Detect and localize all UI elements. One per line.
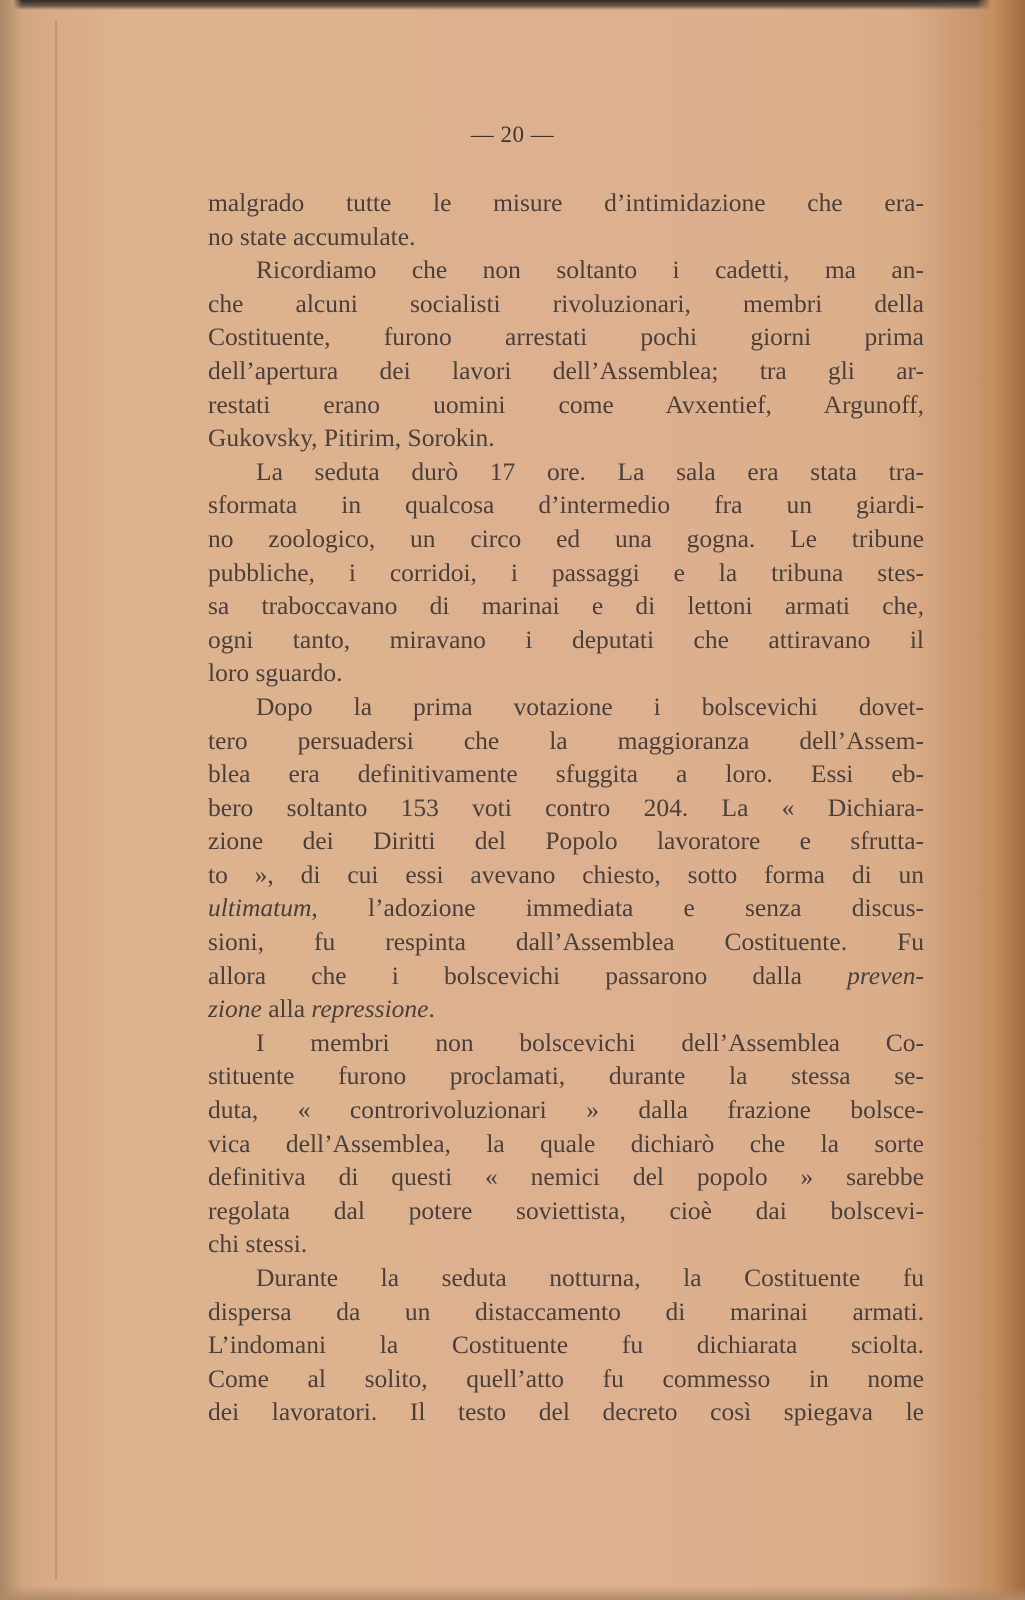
text-line [208,724,924,758]
text-run: allora che i bolscevichi passarono dalla [208,960,848,990]
text-run: stituente furono proclamati, durante la stessa se- [208,1061,924,1091]
text-run: no zoologico, un circo ed una gogna. Le tribune [208,523,924,553]
text-run: vica dell’Assemblea, la quale dichiarò che la sorte [208,1128,924,1158]
text-line [208,488,924,522]
text-run: sa traboccavano di marinai e di lettoni armati che, [208,591,924,621]
text-line [208,858,924,892]
text-line [208,589,924,623]
text-line [208,1295,924,1329]
text-line [208,925,924,959]
text-run: ogni tanto, miravano i deputati che attiravano il [208,624,924,654]
text-line [208,1026,924,1060]
italic-run: zione [208,994,262,1024]
text-run: I membri non bolscevichi dell’Assemblea Co- [256,1027,924,1057]
text-run: Come al solito, quell’atto fu commesso in nome [208,1363,924,1393]
text-run: che alcuni socialisti rivoluzionari, membri della [208,288,924,318]
text-run: L’indomani la Costituente fu dichiarata sciolta. [208,1330,924,1360]
text-line [208,1093,924,1127]
text-run: bero soltanto 153 voti contro 204. La « Dichiara- [208,792,924,822]
text-run: definitiva di questi « nemici del popolo » sarebbe [208,1162,924,1192]
text-line [208,791,924,825]
text-run: chi stessi. [208,1229,308,1259]
text-line [208,186,924,220]
text-run: pubbliche, i corridoi, i passaggi e la tribuna stes- [208,557,924,587]
text-run: loro sguardo. [208,658,343,688]
text-line [208,1059,924,1093]
text-line [208,959,924,993]
italic-run: ultimatum [208,893,312,923]
text-line [208,1127,924,1161]
text-run: alla [261,994,312,1024]
text-line [208,287,924,321]
text-line [208,522,924,556]
text-run: dell’apertura dei lavori dell’Assemblea; tra gli ar- [208,355,924,385]
text-line [208,220,924,254]
text-run: no state accumulate. [208,221,416,251]
text-line [208,1194,924,1228]
text-run: to », di cui essi avevano chiesto, sotto forma di un [208,859,924,889]
text-run: dei lavoratori. Il testo del decreto così spiegava le [208,1397,924,1427]
page-right-edge [977,0,1025,1600]
text-run: tero persuadersi che la maggioranza dell’Assem- [208,725,924,755]
text-run: La seduta durò 17 ore. La sala era stata tra- [256,456,924,486]
text-line [208,757,924,791]
body-text [208,186,924,1429]
page-top-shadow [0,0,1025,10]
page-left-edge [0,0,22,1600]
text-run: duta, « controrivoluzionari » dalla frazione bolsce- [208,1095,924,1125]
page-number: — 20 — [470,122,555,147]
text-line [208,253,924,287]
text-run: Ricordiamo che non soltanto i cadetti, ma an- [256,255,924,285]
text-line [208,1160,924,1194]
text-run: malgrado tutte le misure d’intimidazione che era- [208,188,924,217]
text-run: dispersa da un distaccamento di marinai armati. [208,1296,924,1326]
text-run: Costituente, furono arrestati pochi giorni prima [208,322,924,352]
text-run: Durante la seduta notturna, la Costituente fu [256,1263,924,1292]
text-line [208,421,924,455]
text-line [208,388,924,422]
text-line [208,1395,924,1429]
text-run: Dopo la prima votazione i bolscevichi dovet- [256,691,924,721]
page-inner-fold [55,20,57,1580]
text-run: sioni, fu respinta dall’Assemblea Costituente. Fu [208,927,924,957]
text-line [208,690,924,724]
text-line [208,1362,924,1396]
text-line [208,455,924,489]
text-run: restati erano uomini come Avxentief, Argunoff, [208,389,924,419]
text-run: Gukovsky, Pitirim, Sorokin. [208,423,495,453]
text-line [208,1261,924,1295]
text-run: zione dei Diritti del Popolo lavoratore e sfrutta- [208,826,924,856]
page-bottom-edge [0,1586,1025,1600]
text-line [208,656,924,690]
text-line [208,623,924,657]
text-line [208,1227,924,1261]
text-line [208,320,924,354]
italic-run: repressione [311,994,429,1024]
text-run: sformata in qualcosa d’intermedio fra un giardi- [208,490,924,520]
text-line [208,556,924,590]
italic-run: preven- [847,960,924,990]
text-run: blea era definitivamente sfuggita a loro. Essi eb- [208,759,924,789]
text-run: , l’adozione immediata e senza discus- [311,893,924,923]
text-run: regolata dal potere soviettista, cioè dai bolscevi- [208,1195,924,1225]
text-line [208,824,924,858]
text-run: . [428,994,435,1024]
text-line [208,992,924,1026]
text-line [208,354,924,388]
text-line [208,1328,924,1362]
text-line [208,891,924,925]
